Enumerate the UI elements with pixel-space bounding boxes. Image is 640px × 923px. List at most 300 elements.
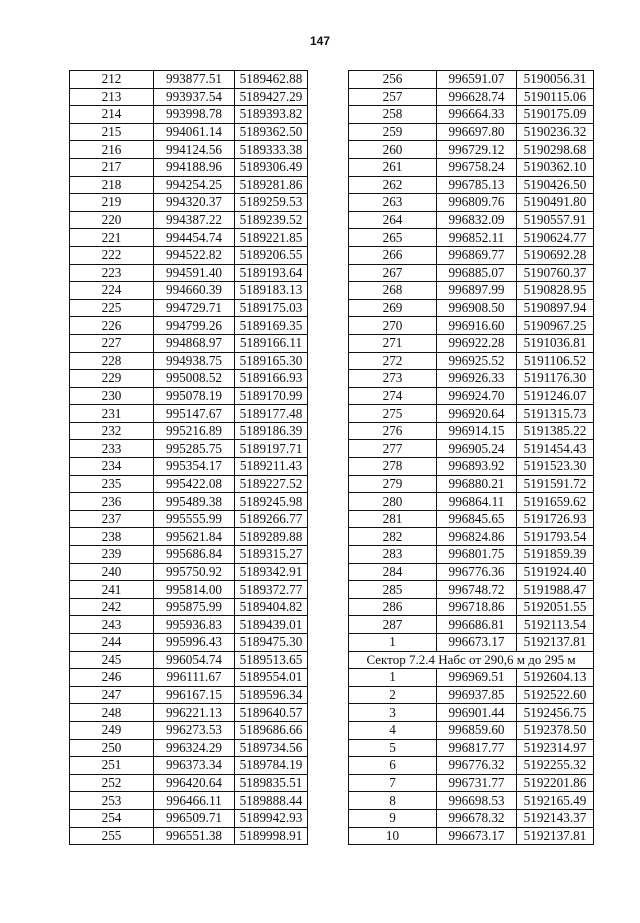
y-coordinate-cell: 5190056.31	[517, 71, 594, 89]
table-row	[70, 158, 308, 176]
point-number-cell: 275	[349, 405, 437, 423]
table-row	[349, 246, 594, 264]
table-row	[70, 669, 308, 687]
x-coordinate-cell: 996664.33	[437, 106, 517, 124]
y-coordinate-cell: 5189166.11	[235, 334, 308, 352]
table-row	[70, 141, 308, 159]
y-coordinate-cell: 5189169.35	[235, 317, 308, 335]
point-number-cell: 217	[70, 158, 154, 176]
y-coordinate-cell: 5189227.52	[235, 475, 308, 493]
table-row	[70, 510, 308, 528]
y-coordinate-cell: 5189281.86	[235, 176, 308, 194]
table-row	[349, 475, 594, 493]
x-coordinate-cell: 996698.53	[437, 792, 517, 810]
point-number-cell: 220	[70, 211, 154, 229]
y-coordinate-cell: 5191726.93	[517, 510, 594, 528]
table-row	[70, 370, 308, 388]
x-coordinate-cell: 996937.85	[437, 686, 517, 704]
y-coordinate-cell: 5189197.71	[235, 440, 308, 458]
y-coordinate-cell: 5192522.60	[517, 686, 594, 704]
y-coordinate-cell: 5190624.77	[517, 229, 594, 247]
y-coordinate-cell: 5189259.53	[235, 194, 308, 212]
point-number-cell: 260	[349, 141, 437, 159]
x-coordinate-cell: 996673.17	[437, 827, 517, 845]
y-coordinate-cell: 5189513.65	[235, 651, 308, 669]
table-row	[70, 299, 308, 317]
point-number-cell: 243	[70, 616, 154, 634]
y-coordinate-cell: 5189393.82	[235, 106, 308, 124]
table-row	[70, 387, 308, 405]
y-coordinate-cell: 5189554.01	[235, 669, 308, 687]
x-coordinate-cell: 996908.50	[437, 299, 517, 317]
table-row	[70, 493, 308, 511]
page-number: 147	[309, 34, 331, 48]
y-coordinate-cell: 5189888.44	[235, 792, 308, 810]
table-row	[70, 211, 308, 229]
y-coordinate-cell: 5189165.30	[235, 352, 308, 370]
x-coordinate-cell: 996551.38	[154, 827, 235, 845]
point-number-cell: 218	[70, 176, 154, 194]
table-row	[349, 581, 594, 599]
y-coordinate-cell: 5189266.77	[235, 510, 308, 528]
table-row	[349, 422, 594, 440]
table-row	[349, 334, 594, 352]
point-number-cell: 273	[349, 370, 437, 388]
point-number-cell: 277	[349, 440, 437, 458]
table-row	[70, 739, 308, 757]
point-number-cell: 225	[70, 299, 154, 317]
x-coordinate-cell: 996718.86	[437, 598, 517, 616]
y-coordinate-cell: 5189166.93	[235, 370, 308, 388]
x-coordinate-cell: 996673.17	[437, 634, 517, 652]
point-number-cell: 255	[70, 827, 154, 845]
table-row	[70, 634, 308, 652]
point-number-cell: 248	[70, 704, 154, 722]
x-coordinate-cell: 994729.71	[154, 299, 235, 317]
point-number-cell: 259	[349, 123, 437, 141]
table-row	[349, 440, 594, 458]
point-number-cell: 237	[70, 510, 154, 528]
table-row	[349, 809, 594, 827]
y-coordinate-cell: 5189734.56	[235, 739, 308, 757]
table-row	[70, 598, 308, 616]
sector-header-row	[349, 651, 594, 669]
point-number-cell: 262	[349, 176, 437, 194]
table-row	[349, 792, 594, 810]
y-coordinate-cell: 5190760.37	[517, 264, 594, 282]
x-coordinate-cell: 996697.80	[437, 123, 517, 141]
table-row	[70, 581, 308, 599]
y-coordinate-cell: 5189835.51	[235, 774, 308, 792]
y-coordinate-cell: 5189206.55	[235, 246, 308, 264]
point-number-cell: 263	[349, 194, 437, 212]
x-coordinate-cell: 995422.08	[154, 475, 235, 493]
y-coordinate-cell: 5191385.22	[517, 422, 594, 440]
table-row	[349, 211, 594, 229]
point-number-cell: 258	[349, 106, 437, 124]
y-coordinate-cell: 5191988.47	[517, 581, 594, 599]
x-coordinate-cell: 996869.77	[437, 246, 517, 264]
point-number-cell: 256	[349, 71, 437, 89]
y-coordinate-cell: 5192201.86	[517, 774, 594, 792]
point-number-cell: 213	[70, 88, 154, 106]
x-coordinate-cell: 996859.60	[437, 721, 517, 739]
point-number-cell: 233	[70, 440, 154, 458]
point-number-cell: 267	[349, 264, 437, 282]
y-coordinate-cell: 5191859.39	[517, 546, 594, 564]
table-row	[349, 546, 594, 564]
x-coordinate-cell: 994454.74	[154, 229, 235, 247]
x-coordinate-cell: 994387.22	[154, 211, 235, 229]
point-number-cell: 223	[70, 264, 154, 282]
table-row	[70, 721, 308, 739]
y-coordinate-cell: 5189186.39	[235, 422, 308, 440]
table-row	[70, 246, 308, 264]
point-number-cell: 246	[70, 669, 154, 687]
x-coordinate-cell: 996845.65	[437, 510, 517, 528]
y-coordinate-cell: 5190692.28	[517, 246, 594, 264]
y-coordinate-cell: 5189596.34	[235, 686, 308, 704]
table-row	[349, 176, 594, 194]
y-coordinate-cell: 5190236.32	[517, 123, 594, 141]
point-number-cell: 241	[70, 581, 154, 599]
point-number-cell: 214	[70, 106, 154, 124]
y-coordinate-cell: 5189315.27	[235, 546, 308, 564]
point-number-cell: 222	[70, 246, 154, 264]
table-row	[349, 563, 594, 581]
point-number-cell: 257	[349, 88, 437, 106]
point-number-cell: 280	[349, 493, 437, 511]
x-coordinate-cell: 996880.21	[437, 475, 517, 493]
y-coordinate-cell: 5189342.91	[235, 563, 308, 581]
table-row	[70, 194, 308, 212]
x-coordinate-cell: 996924.70	[437, 387, 517, 405]
x-coordinate-cell: 996914.15	[437, 422, 517, 440]
x-coordinate-cell: 996273.53	[154, 721, 235, 739]
table-row	[349, 317, 594, 335]
y-coordinate-cell: 5190298.68	[517, 141, 594, 159]
point-number-cell: 266	[349, 246, 437, 264]
table-row	[70, 475, 308, 493]
y-coordinate-cell: 5190115.06	[517, 88, 594, 106]
table-row	[70, 352, 308, 370]
table-row	[349, 616, 594, 634]
point-number-cell: 231	[70, 405, 154, 423]
table-row	[70, 123, 308, 141]
y-coordinate-cell: 5189427.29	[235, 88, 308, 106]
point-number-cell: 268	[349, 282, 437, 300]
y-coordinate-cell: 5192051.55	[517, 598, 594, 616]
point-number-cell: 247	[70, 686, 154, 704]
y-coordinate-cell: 5190362.10	[517, 158, 594, 176]
table-row	[70, 282, 308, 300]
x-coordinate-cell: 995285.75	[154, 440, 235, 458]
point-number-cell: 250	[70, 739, 154, 757]
table-row	[70, 792, 308, 810]
table-row	[349, 194, 594, 212]
table-row	[70, 264, 308, 282]
point-number-cell: 286	[349, 598, 437, 616]
y-coordinate-cell: 5189462.88	[235, 71, 308, 89]
x-coordinate-cell: 995216.89	[154, 422, 235, 440]
point-number-cell: 251	[70, 757, 154, 775]
y-coordinate-cell: 5189170.99	[235, 387, 308, 405]
table-row	[70, 651, 308, 669]
x-coordinate-cell: 995354.17	[154, 458, 235, 476]
point-number-cell: 244	[70, 634, 154, 652]
x-coordinate-cell: 996824.86	[437, 528, 517, 546]
y-coordinate-cell: 5191036.81	[517, 334, 594, 352]
x-coordinate-cell: 996852.11	[437, 229, 517, 247]
x-coordinate-cell: 993877.51	[154, 71, 235, 89]
x-coordinate-cell: 995008.52	[154, 370, 235, 388]
x-coordinate-cell: 995875.99	[154, 598, 235, 616]
table-row	[349, 264, 594, 282]
table-row	[70, 440, 308, 458]
x-coordinate-cell: 996785.13	[437, 176, 517, 194]
x-coordinate-cell: 995147.67	[154, 405, 235, 423]
x-coordinate-cell: 996054.74	[154, 651, 235, 669]
point-number-cell: 272	[349, 352, 437, 370]
y-coordinate-cell: 5189475.30	[235, 634, 308, 652]
point-number-cell: 264	[349, 211, 437, 229]
x-coordinate-cell: 995814.00	[154, 581, 235, 599]
table-row	[349, 282, 594, 300]
x-coordinate-cell: 994868.97	[154, 334, 235, 352]
table-row	[70, 317, 308, 335]
x-coordinate-cell: 996628.74	[437, 88, 517, 106]
x-coordinate-cell: 996864.11	[437, 493, 517, 511]
point-number-cell: 252	[70, 774, 154, 792]
x-coordinate-cell: 996922.28	[437, 334, 517, 352]
y-coordinate-cell: 5189404.82	[235, 598, 308, 616]
y-coordinate-cell: 5190426.50	[517, 176, 594, 194]
y-coordinate-cell: 5191793.54	[517, 528, 594, 546]
point-number-cell: 270	[349, 317, 437, 335]
y-coordinate-cell: 5190828.95	[517, 282, 594, 300]
point-number-cell: 254	[70, 809, 154, 827]
x-coordinate-cell: 994938.75	[154, 352, 235, 370]
x-coordinate-cell: 996885.07	[437, 264, 517, 282]
table-row	[349, 158, 594, 176]
x-coordinate-cell: 996901.44	[437, 704, 517, 722]
x-coordinate-cell: 996916.60	[437, 317, 517, 335]
y-coordinate-cell: 5191454.43	[517, 440, 594, 458]
point-number-cell: 212	[70, 71, 154, 89]
sector-title: Сектор 7.2.4 Набс от 290,6 м до 295 м	[349, 651, 594, 669]
y-coordinate-cell: 5191246.07	[517, 387, 594, 405]
table-row	[70, 563, 308, 581]
table-row	[70, 546, 308, 564]
table-row	[349, 721, 594, 739]
table-row	[349, 106, 594, 124]
y-coordinate-cell: 5192604.13	[517, 669, 594, 687]
table-row	[349, 510, 594, 528]
table-row	[70, 88, 308, 106]
point-number-cell: 227	[70, 334, 154, 352]
point-number-cell: 265	[349, 229, 437, 247]
table-row	[349, 598, 594, 616]
point-number-cell: 7	[349, 774, 437, 792]
point-number-cell: 6	[349, 757, 437, 775]
y-coordinate-cell: 5189333.38	[235, 141, 308, 159]
x-coordinate-cell: 995936.83	[154, 616, 235, 634]
x-coordinate-cell: 996926.33	[437, 370, 517, 388]
x-coordinate-cell: 996466.11	[154, 792, 235, 810]
point-number-cell: 3	[349, 704, 437, 722]
point-number-cell: 221	[70, 229, 154, 247]
x-coordinate-cell: 995555.99	[154, 510, 235, 528]
x-coordinate-cell: 996731.77	[437, 774, 517, 792]
point-number-cell: 271	[349, 334, 437, 352]
point-number-cell: 269	[349, 299, 437, 317]
y-coordinate-cell: 5191315.73	[517, 405, 594, 423]
y-coordinate-cell: 5189439.01	[235, 616, 308, 634]
x-coordinate-cell: 996817.77	[437, 739, 517, 757]
coordinates-table-left	[69, 70, 308, 845]
point-number-cell: 282	[349, 528, 437, 546]
point-number-cell: 8	[349, 792, 437, 810]
x-coordinate-cell: 996420.64	[154, 774, 235, 792]
x-coordinate-cell: 996905.24	[437, 440, 517, 458]
x-coordinate-cell: 995686.84	[154, 546, 235, 564]
x-coordinate-cell: 995996.43	[154, 634, 235, 652]
y-coordinate-cell: 5189640.57	[235, 704, 308, 722]
table-row	[349, 141, 594, 159]
y-coordinate-cell: 5191659.62	[517, 493, 594, 511]
table-row	[70, 229, 308, 247]
table-row	[349, 387, 594, 405]
y-coordinate-cell: 5191106.52	[517, 352, 594, 370]
x-coordinate-cell: 996729.12	[437, 141, 517, 159]
y-coordinate-cell: 5191591.72	[517, 475, 594, 493]
point-number-cell: 249	[70, 721, 154, 739]
point-number-cell: 10	[349, 827, 437, 845]
x-coordinate-cell: 996373.34	[154, 757, 235, 775]
x-coordinate-cell: 996509.71	[154, 809, 235, 827]
table-row	[349, 493, 594, 511]
y-coordinate-cell: 5192314.97	[517, 739, 594, 757]
point-number-cell: 274	[349, 387, 437, 405]
y-coordinate-cell: 5189306.49	[235, 158, 308, 176]
table-row	[70, 757, 308, 775]
table-row	[349, 757, 594, 775]
x-coordinate-cell: 996324.29	[154, 739, 235, 757]
table-row	[349, 704, 594, 722]
y-coordinate-cell: 5192143.37	[517, 809, 594, 827]
point-number-cell: 228	[70, 352, 154, 370]
point-number-cell: 283	[349, 546, 437, 564]
point-number-cell: 245	[70, 651, 154, 669]
table-row	[349, 528, 594, 546]
x-coordinate-cell: 996678.32	[437, 809, 517, 827]
y-coordinate-cell: 5189362.50	[235, 123, 308, 141]
y-coordinate-cell: 5189289.88	[235, 528, 308, 546]
point-number-cell: 224	[70, 282, 154, 300]
table-row	[349, 229, 594, 247]
table-row	[70, 422, 308, 440]
y-coordinate-cell: 5190175.09	[517, 106, 594, 124]
x-coordinate-cell: 996809.76	[437, 194, 517, 212]
table-row	[349, 669, 594, 687]
point-number-cell: 219	[70, 194, 154, 212]
point-number-cell: 232	[70, 422, 154, 440]
x-coordinate-cell: 995078.19	[154, 387, 235, 405]
table-row	[349, 827, 594, 845]
point-number-cell: 226	[70, 317, 154, 335]
y-coordinate-cell: 5189372.77	[235, 581, 308, 599]
y-coordinate-cell: 5192378.50	[517, 721, 594, 739]
x-coordinate-cell: 995489.38	[154, 493, 235, 511]
point-number-cell: 284	[349, 563, 437, 581]
x-coordinate-cell: 996897.99	[437, 282, 517, 300]
table-row	[70, 774, 308, 792]
point-number-cell: 276	[349, 422, 437, 440]
point-number-cell: 242	[70, 598, 154, 616]
table-row	[70, 176, 308, 194]
point-number-cell: 216	[70, 141, 154, 159]
y-coordinate-cell: 5190967.25	[517, 317, 594, 335]
point-number-cell: 215	[70, 123, 154, 141]
y-coordinate-cell: 5192137.81	[517, 634, 594, 652]
x-coordinate-cell: 996221.13	[154, 704, 235, 722]
y-coordinate-cell: 5189221.85	[235, 229, 308, 247]
x-coordinate-cell: 996167.15	[154, 686, 235, 704]
y-coordinate-cell: 5189942.93	[235, 809, 308, 827]
y-coordinate-cell: 5192137.81	[517, 827, 594, 845]
x-coordinate-cell: 994254.25	[154, 176, 235, 194]
y-coordinate-cell: 5190897.94	[517, 299, 594, 317]
table-row	[349, 123, 594, 141]
point-number-cell: 278	[349, 458, 437, 476]
table-row	[70, 827, 308, 845]
y-coordinate-cell: 5189239.52	[235, 211, 308, 229]
y-coordinate-cell: 5189177.48	[235, 405, 308, 423]
point-number-cell: 238	[70, 528, 154, 546]
y-coordinate-cell: 5191176.30	[517, 370, 594, 388]
x-coordinate-cell: 996776.32	[437, 757, 517, 775]
point-number-cell: 235	[70, 475, 154, 493]
y-coordinate-cell: 5189784.19	[235, 757, 308, 775]
table-row	[70, 71, 308, 89]
table-row	[70, 686, 308, 704]
point-number-cell: 279	[349, 475, 437, 493]
x-coordinate-cell: 994591.40	[154, 264, 235, 282]
point-number-cell: 240	[70, 563, 154, 581]
table-row	[70, 458, 308, 476]
y-coordinate-cell: 5189193.64	[235, 264, 308, 282]
y-coordinate-cell: 5189183.13	[235, 282, 308, 300]
point-number-cell: 4	[349, 721, 437, 739]
x-coordinate-cell: 996776.36	[437, 563, 517, 581]
x-coordinate-cell: 993937.54	[154, 88, 235, 106]
y-coordinate-cell: 5192456.75	[517, 704, 594, 722]
table-row	[349, 299, 594, 317]
table-row	[70, 704, 308, 722]
point-number-cell: 236	[70, 493, 154, 511]
x-coordinate-cell: 996801.75	[437, 546, 517, 564]
y-coordinate-cell: 5190557.91	[517, 211, 594, 229]
x-coordinate-cell: 995750.92	[154, 563, 235, 581]
x-coordinate-cell: 996591.07	[437, 71, 517, 89]
y-coordinate-cell: 5189211.43	[235, 458, 308, 476]
y-coordinate-cell: 5191523.30	[517, 458, 594, 476]
table-row	[349, 352, 594, 370]
x-coordinate-cell: 994522.82	[154, 246, 235, 264]
y-coordinate-cell: 5192165.49	[517, 792, 594, 810]
table-row	[70, 809, 308, 827]
coordinates-table-right	[348, 70, 594, 845]
